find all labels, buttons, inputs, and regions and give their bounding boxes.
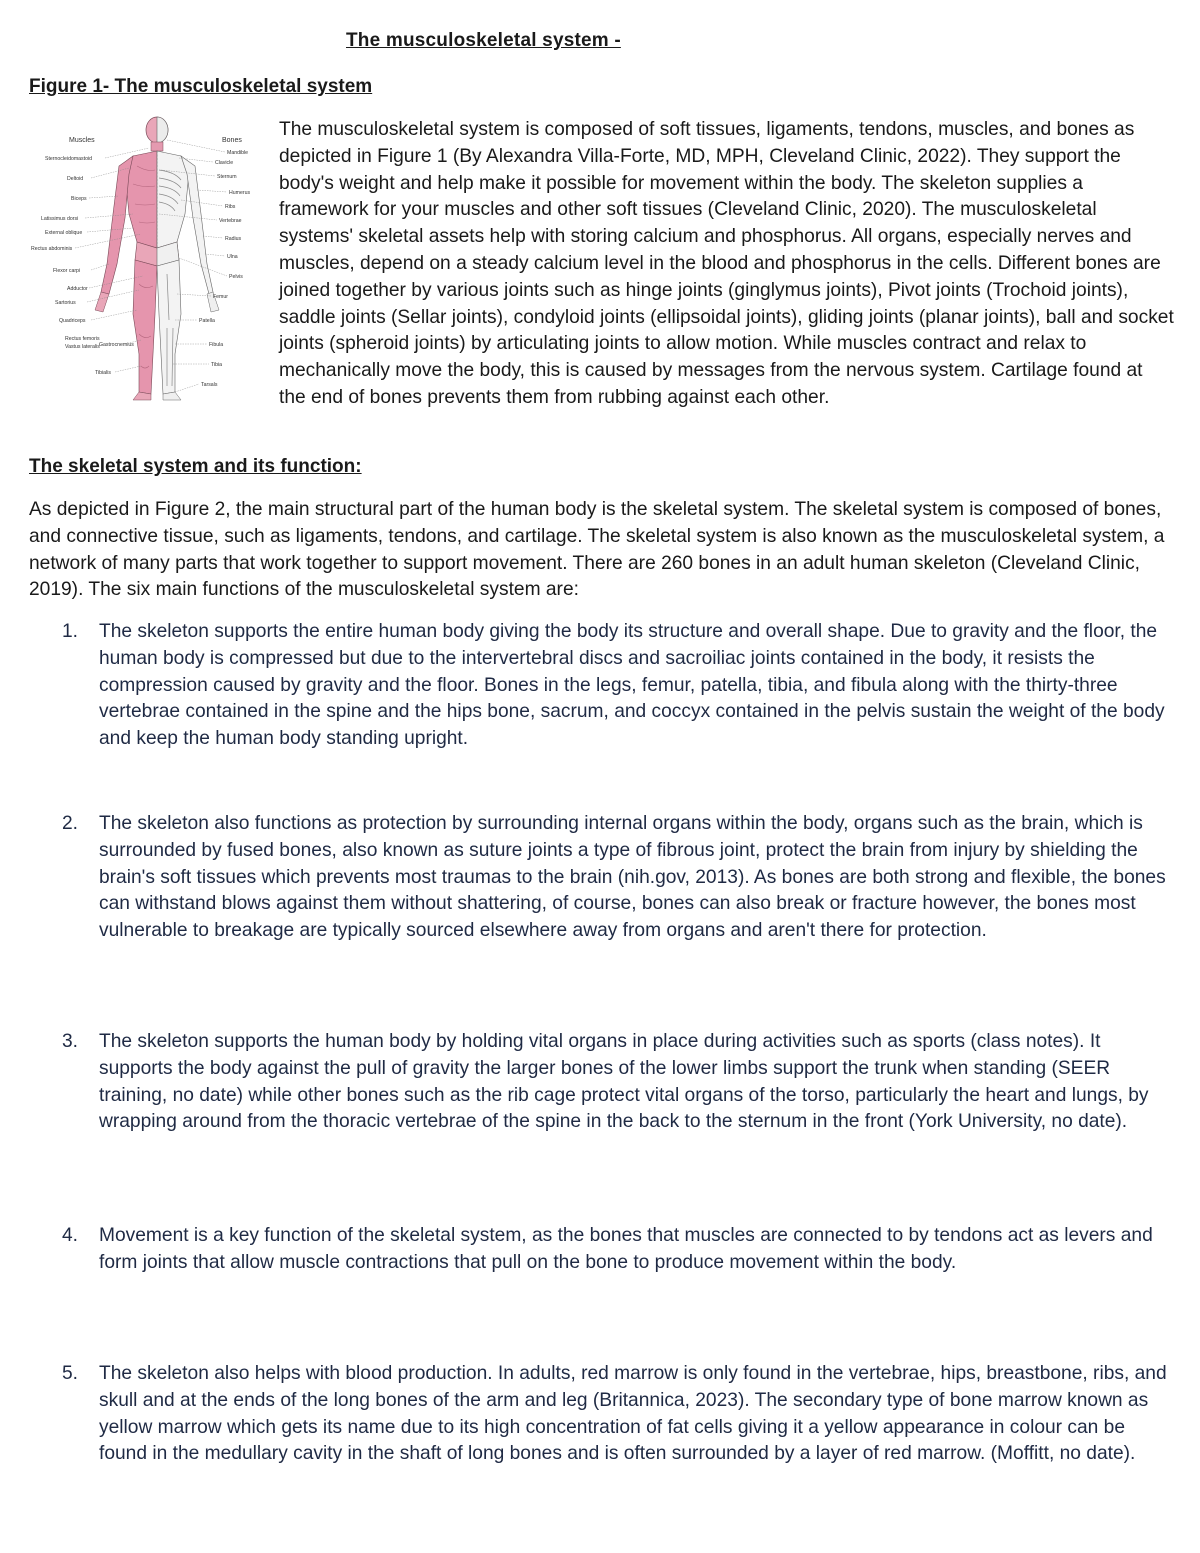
- label-femur: Femur: [213, 294, 228, 300]
- label-fibula: Fibula: [209, 342, 224, 348]
- label-tarsals: Tarsals: [201, 382, 218, 388]
- list-item-5: [29, 1361, 1174, 1468]
- label-ribs: Ribs: [225, 204, 236, 210]
- label-rectus-femoris: Rectus femoris: [65, 336, 100, 342]
- label-deltoid: Deltoid: [67, 176, 84, 182]
- label-clavicle: Clavicle: [215, 160, 234, 166]
- list-text: The skeleton supports the entire human body giving the body its structure and overall shape. Due to gravity and the floor, the human body is compressed but due to the intervertebral discs and sacroiliac joints contained in the body, it resists the compression caused by gravity and the floor. Bones in the legs, femur, patella, tibia, and fibula along with the thirty-three vertebrae contained in the spine and the hips bone, sacrum, and coccyx contained in the pelvis sustain the weight of the body and keep the human body standing upright.: [99, 621, 1165, 750]
- label-sternum: Sternum: [217, 174, 237, 180]
- label-mandible: Mandible: [227, 150, 249, 156]
- label-latissimus: Latissimus dorsi: [41, 216, 79, 222]
- label-tibialis: Tibialis: [95, 370, 111, 376]
- section-heading: The skeletal system and its function:: [29, 456, 362, 477]
- list-text: The skeleton also functions as protection by surrounding internal organs within the body, organs such as the brain, which is surrounded by fused bones, also known as suture joints a type of fibrous joint, protect the brain from injury by shielding the brain's soft tissues which prevents most traumas to the brain (nih.gov, 2013). As bones are both strong and flexible, the bones can withstand blows against them without shattering, of course, bones can also break or fracture however, the bones most vulnerable to breakage are typically sourced elsewhere away from organs and aren't there for protection.: [99, 813, 1166, 942]
- list-text: The skeleton also helps with blood production. In adults, red marrow is only found in the vertebrae, hips, breastbone, ribs, and skull and at the ends of the long bones of the arm and leg (Britannica, 2023). The secondary type of bone marrow known as yellow marrow which gets its name due to its high concentration of fat cells giving it a yellow appearance in colour can be found in the medullary cavity in the shaft of long bones and is often surrounded by a layer of red marrow. (Moffitt, no date).: [99, 1363, 1167, 1465]
- label-patella: Patella: [199, 318, 215, 324]
- label-ulna: Ulna: [227, 254, 238, 260]
- list-item-3: [29, 1029, 1174, 1136]
- label-sternocleidomastoid: Sternocleidomastoid: [45, 156, 93, 162]
- list-number: 5.: [62, 1363, 79, 1384]
- list-text: Movement is a key function of the skeletal system, as the bones that muscles are connected to by tendons act as levers and form joints that allow muscle contractions that pull on the bone to produce movement within the body.: [99, 1225, 1153, 1273]
- label-flexor-carpi: Flexor carpi: [53, 268, 81, 274]
- label-biceps: Biceps: [71, 196, 87, 202]
- label-vertebrae: Vertebrae: [219, 218, 242, 224]
- label-gastrocnemius: Gastrocnemius: [99, 342, 134, 348]
- label-tibia: Tibia: [211, 362, 223, 368]
- list-number: 3.: [62, 1031, 79, 1052]
- figure-caption: Figure 1- The musculoskeletal system: [29, 76, 373, 97]
- label-rectus-abdominis: Rectus abdominis: [31, 246, 73, 252]
- list-text: The skeleton supports the human body by holding vital organs in place during activities such as sports (class notes). It supports the body against the pull of gravity the larger bones of the lower limbs support the trunk when standing (SEER training, no date) while other bones such as the rib cage protect vital organs of the torso, particularly the heart and lungs, by wrapping around from the thoracic vertebrae of the spine in the back to the sternum in the front (York University, no date).: [99, 1031, 1149, 1133]
- label-external-oblique: External oblique: [45, 230, 83, 236]
- list-item-1: [29, 619, 1174, 753]
- label-vastus-lateralis: Vastus lateralis: [65, 344, 100, 350]
- label-adductor: Adductor: [67, 286, 88, 292]
- list-number: 2.: [62, 813, 79, 834]
- list-number: 1.: [62, 621, 79, 642]
- list-item-4: [29, 1223, 1174, 1277]
- figure-spacer: [29, 117, 279, 411]
- label-sartorius: Sartorius: [55, 300, 76, 306]
- label-radius: Radius: [225, 236, 242, 242]
- list-number: 4.: [62, 1225, 79, 1246]
- section-paragraph: As depicted in Figure 2, the main structural part of the human body is the skeletal system. The skeletal system is composed of bones, and connective tissue, such as ligaments, tendons, and cartilage. The skeletal system is also known as the musculoskeletal system, a network of many parts that work together to support movement. There are 260 bones in an adult human skeleton (Cleveland Clinic, 2019). The six main functions of the musculoskeletal system are:: [29, 499, 1165, 601]
- label-humerus: Humerus: [229, 190, 251, 196]
- document-title: The musculoskeletal system -: [346, 30, 621, 51]
- muscles-heading: Muscles: [69, 137, 95, 144]
- label-pelvis: Pelvis: [229, 274, 243, 280]
- intro-text: The musculoskeletal system is composed of soft tissues, ligaments, tendons, muscles, and bones as depicted in Figure 1 (By Alexandra Villa-Forte, MD, MPH, Cleveland Clinic, 2022). They support the body's weight and help make it possible for movement within the body. The skeleton supplies a framework for your muscles and other soft tissues (Cleveland Clinic, 2020). The musculoskeletal systems' skeletal assets help with storing calcium and phosphorus. All organs, especially nerves and muscles, depend on a steady calcium level in the blood and phosphorus in the cells. Different bones are joined together by various joints such as hinge joints (ginglymus joints), Pivot joints (Trochoid joints), saddle joints (Sellar joints), condyloid joints (ellipsoidal joints), gliding joints (planar joints), ball and socket joints (spheroid joints) by articulating joints to allow motion. While muscles contract and relax to mechanically move the body, this is caused by messages from the nervous system. Cartilage found at the end of bones prevents them from rubbing against each other.: [279, 119, 1174, 408]
- intro-paragraph: [29, 117, 1174, 412]
- list-item-2: [29, 811, 1174, 945]
- bones-heading: Bones: [222, 137, 242, 144]
- label-quadriceps: Quadriceps: [59, 318, 86, 324]
